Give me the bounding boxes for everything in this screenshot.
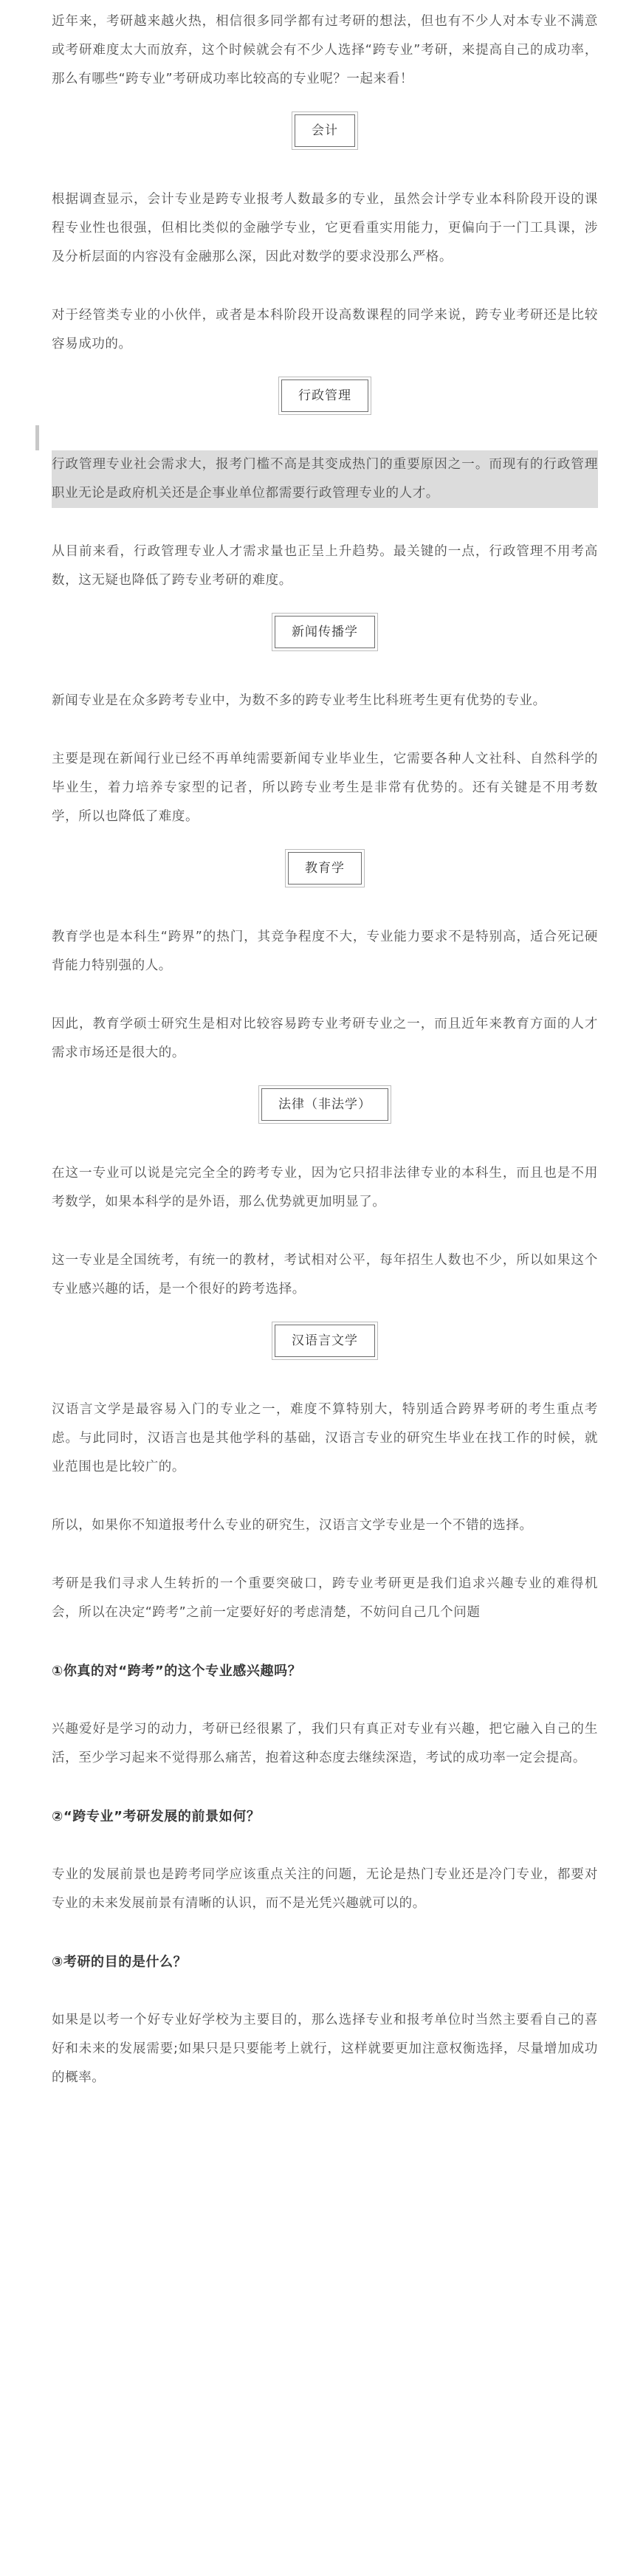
journalism-paragraph-2: 主要是现在新闻行业已经不再单纯需要新闻专业毕业生，它需要各种人文社科、自然科学的毕业生，着力培养专家型的记者，所以跨专业考生是非常有优势的。还有关键是不用考数学，所以也降低了难度。 (52, 752, 598, 824)
section-heading-label: 教育学 (288, 852, 362, 885)
chinese-paragraph-2: 所以，如果你不知道报考什么专业的研究生，汉语言文学专业是一个不错的选择。 (52, 1518, 533, 1533)
accounting-paragraph-1: 根据调查显示，会计专业是跨专业报考人数最多的专业，虽然会计学专业本科阶段开设的课程专业性也很强，但相比类似的金融学专业，它更看重实用能力，更偏向于一门工具课，涉及分析层面的内容没有金融那么深，因此对数学的要求没那么严格。 (52, 192, 598, 264)
education-paragraph-1: 教育学也是本科生“跨界”的热门，其竞争程度不大，专业能力要求不是特别高，适合死记硬背能力特别强的人。 (52, 930, 598, 973)
section-heading-label: 新闻传播学 (275, 616, 375, 648)
question-1-title: ①你真的对“跨考”的这个专业感兴趣吗？ (52, 1663, 302, 1679)
section-heading-chinese (52, 1325, 598, 1357)
intro-paragraph: 近年来，考研越来越火热，相信很多同学都有过考研的想法，但也有不少人对本专业不满意或考研难度太大而放弃，这个时候就会有不少人选择“跨专业”考研，来提高自己的成功率，那么有哪些“跨专业”考研成功率比较高的专业呢？一起来看！ (52, 14, 598, 86)
highlighted-selection (52, 450, 598, 508)
accounting-paragraph-2: 对于经管类专业的小伙伴，或者是本科阶段开设高数课程的同学来说，跨专业考研还是比较容易成功的。 (52, 308, 598, 351)
article-body (52, 7, 598, 2092)
section-heading-label: 法律（非法学） (261, 1088, 388, 1121)
chinese-paragraph-1: 汉语言文学是最容易入门的专业之一，难度不算特别大，特别适合跨界考研的考生重点考虑。与此同时，汉语言也是其他学科的基础，汉语言专业的研究生毕业在找工作的时候，就业范围也是比较广的。 (52, 1402, 598, 1474)
journalism-paragraph-1: 新闻专业是在众多跨考专业中，为数不多的跨专业考生比科班考生更有优势的专业。 (52, 693, 546, 708)
section-heading-admin (52, 379, 598, 412)
question-2-title: ②“跨专业”考研发展的前景如何？ (52, 1809, 261, 1824)
question-2-body: 专业的发展前景也是跨考同学应该重点关注的问题，无论是热门专业还是冷门专业，都要对专业的未来发展前景有清晰的认识，而不是光凭兴趣就可以的。 (52, 1867, 598, 1911)
quote-bar (35, 425, 39, 450)
chinese-paragraph-3: 考研是我们寻求人生转折的一个重要突破口，跨专业考研更是我们追求兴趣专业的难得机会，所以在决定“跨考”之前一定要好好的考虑清楚，不妨问自己几个问题 (52, 1576, 598, 1620)
section-heading-education (52, 852, 598, 885)
question-1-body: 兴趣爱好是学习的动力，考研已经很累了，我们只有真正对专业有兴趣，把它融入自己的生活，至少学习起来不觉得那么痛苦，抱着这种态度去继续深造，考试的成功率一定会提高。 (52, 1722, 598, 1765)
section-heading-law (52, 1088, 598, 1121)
section-heading-journalism (52, 616, 598, 648)
law-paragraph-1: 在这一专业可以说是完完全全的跨考专业，因为它只招非法律专业的本科生，而且也是不用考数学，如果本科学的是外语，那么优势就更加明显了。 (52, 1166, 598, 1209)
law-paragraph-2: 这一专业是全国统考，有统一的教材，考试相对公平，每年招生人数也不少，所以如果这个专业感兴趣的话，是一个很好的跨考选择。 (52, 1253, 598, 1296)
section-heading-label: 会计 (295, 114, 355, 147)
admin-paragraph-1: 行政管理专业社会需求大，报考门槛不高是其变成热门的重要原因之一。而现有的行政管理职业无论是政府机关还是企事业单位都需要行政管理专业的人才。 (52, 450, 598, 508)
section-heading-label: 行政管理 (281, 379, 368, 412)
education-paragraph-2: 因此，教育学硕士研究生是相对比较容易跨专业考研专业之一，而且近年来教育方面的人才需求市场还是很大的。 (52, 1017, 598, 1060)
question-3-body: 如果是以考一个好专业好学校为主要目的，那么选择专业和报考单位时当然主要看自己的喜好和未来的发展需要;如果只是只要能考上就行，这样就要更加注意权衡选择，尽量增加成功的概率。 (52, 2013, 598, 2085)
section-heading-accounting (52, 114, 598, 147)
question-3-title: ③考研的目的是什么？ (52, 1954, 188, 1970)
section-heading-label: 汉语言文学 (275, 1325, 375, 1357)
admin-paragraph-2: 从目前来看，行政管理专业人才需求量也正呈上升趋势。最关键的一点，行政管理不用考高数，这无疑也降低了跨专业考研的难度。 (52, 544, 598, 588)
